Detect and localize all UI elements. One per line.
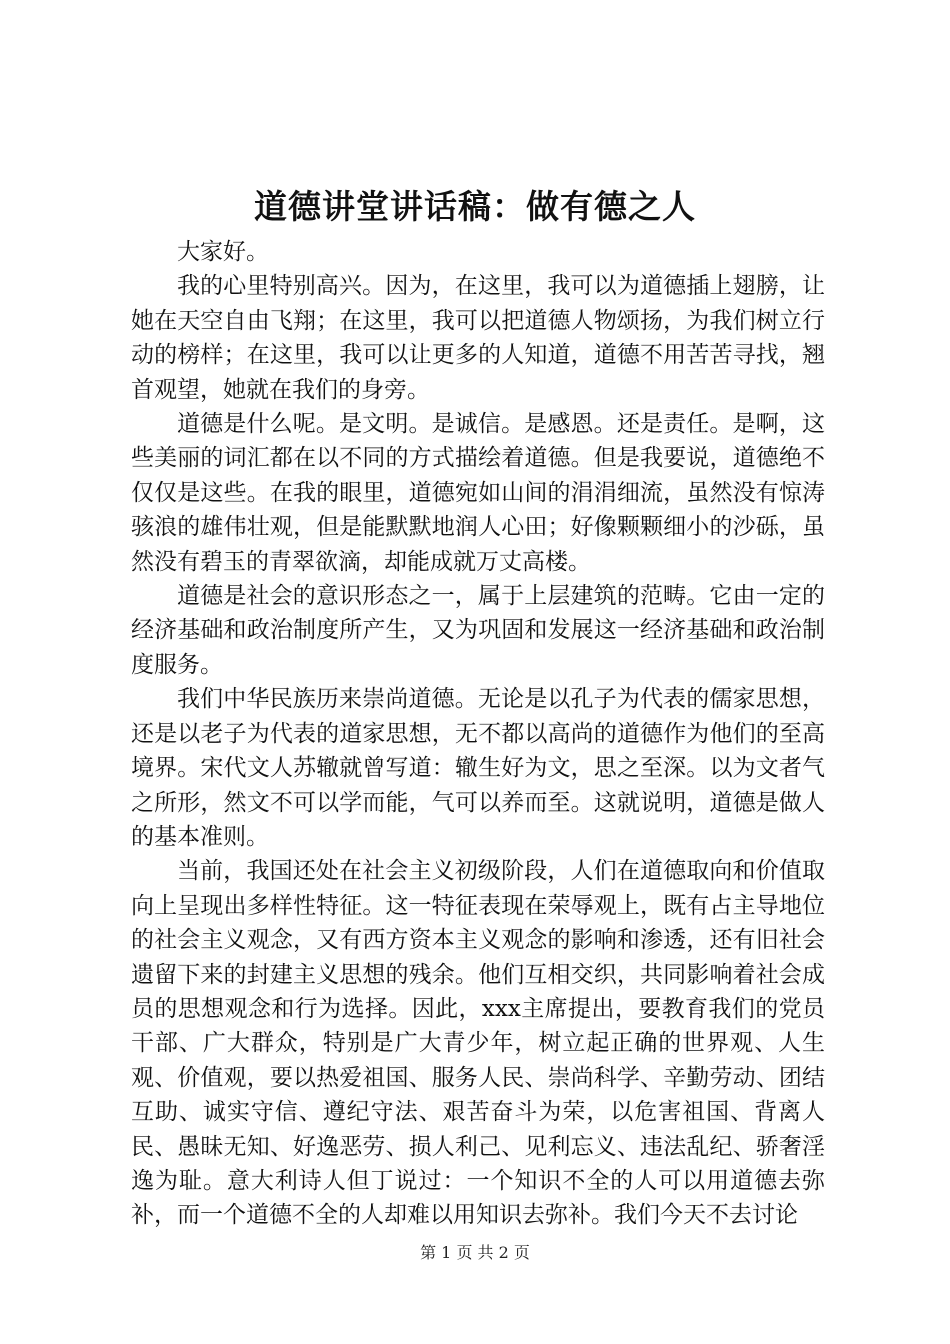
document-body <box>131 235 825 1233</box>
paragraph-4: 我们中华民族历来崇尚道德。无论是以孔子为代表的儒家思想，还是以老子为代表的道家思想，无不都以高尚的道德作为他们的至高境界。宋代文人苏辙就曾写道：辙生好为文，思之至深。以为文者气之所形，然文不可以学而能，气可以养而至。这就说明，道德是做人的基本准则。 <box>131 686 825 850</box>
paragraph-1: 我的心里特别高兴。因为，在这里，我可以为道德插上翅膀，让她在天空自由飞翔；在这里，我可以把道德人物颂扬，为我们树立行动的榜样；在这里，我可以让更多的人知道，道德不用苦苦寻找，翘首观望，她就在我们的身旁。 <box>131 273 825 403</box>
page-number-footer: 第 1 页 共 2 页 <box>420 1243 530 1262</box>
paragraph-2: 道德是什么呢。是文明。是诚信。是感恩。还是责任。是啊，这些美丽的词汇都在以不同的方式描绘着道德。但是我要说，道德绝不仅仅是这些。在我的眼里，道德宛如山间的涓涓细流，虽然没有惊涛骇浪的雄伟壮观，但是能默默地润人心田；好像颗颗细小的沙砾，虽然没有碧玉的青翠欲滴，却能成就万丈高楼。 <box>131 411 825 575</box>
paragraph-3: 道德是社会的意识形态之一，属于上层建筑的范畴。它由一定的经济基础和政治制度所产生，又为巩固和发展这一经济基础和政治制度服务。 <box>131 583 825 678</box>
paragraph-greeting: 大家好。 <box>177 239 269 265</box>
paragraph-5: 当前，我国还处在社会主义初级阶段，人们在道德取向和价值取向上呈现出多样性特征。这一特征表现在荣辱观上，既有占主导地位的社会主义观念，又有西方资本主义观念的影响和渗透，还有旧社会遗留下来的封建主义思想的残余。他们互相交织，共同影响着社会成员的思想观念和行为选择。因此，xxx主席提出，要教育我们的党员干部、广大群众，特别是广大青少年，树立起正确的世界观、人生观、价值观，要以热爱祖国、服务人民、崇尚科学、辛勤劳动、团结互助、诚实守信、遵纪守法、艰苦奋斗为荣，以危害祖国、背离人民、愚昧无知、好逸恶劳、损人利己、见利忘义、违法乱纪、骄奢淫逸为耻。意大利诗人但丁说过：一个知识不全的人可以用道德去弥补，而一个道德不全的人却难以用知识去弥补。我们今天不去讨论 <box>131 858 825 1229</box>
document-title: 道德讲堂讲话稿：做有德之人 <box>254 187 696 226</box>
